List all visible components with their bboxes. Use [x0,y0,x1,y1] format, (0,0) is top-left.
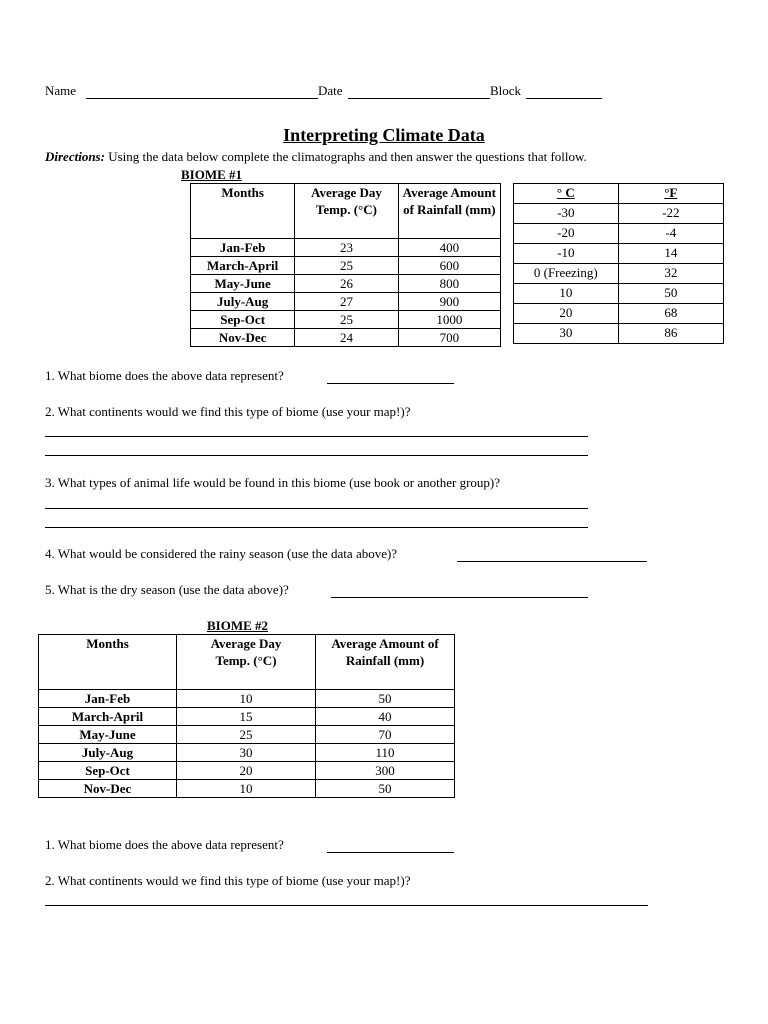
name-blank[interactable] [86,98,318,99]
table-header-row [514,184,724,204]
table-cell-month: Jan-Feb [39,690,177,708]
table-row [191,239,501,257]
b1-question-5: 5. What is the dry season (use the data above)? [45,582,289,597]
table-row [39,780,455,798]
table-cell-c: 0 (Freezing) [514,264,619,284]
table-cell-rain: 800 [398,275,500,293]
table-cell-month: Sep-Oct [39,762,177,780]
table-cell-month: July-Aug [39,744,177,762]
date-label: Date [318,83,343,98]
table-cell-c: 30 [514,324,619,344]
table-cell-temp: 25 [177,726,316,744]
table-row [191,275,501,293]
table-cell-month: July-Aug [191,293,295,311]
table-header-row [39,635,455,690]
table-cell-c: -20 [514,224,619,244]
table-cell-month: Nov-Dec [39,780,177,798]
table-cell-rain: 110 [316,744,455,762]
b1-answer-4[interactable] [457,561,647,562]
table-cell-temp: 15 [177,708,316,726]
col-months: Months [191,184,295,239]
col-fahrenheit: °F [618,184,723,204]
b1-answer-2a[interactable] [45,436,588,437]
directions-label: Directions: [45,149,105,164]
table-cell-f: -22 [618,204,723,224]
table-cell-f: 32 [618,264,723,284]
table-cell-rain: 40 [316,708,455,726]
table-cell-temp: 27 [295,293,398,311]
table-cell-month: March-April [191,257,295,275]
directions-text: Using the data below complete the climatographs and then answer the questions that follow. [104,149,587,164]
table-row [191,257,501,275]
b1-question-3: 3. What types of animal life would be found in this biome (use book or another group)? [45,475,501,490]
table-cell-temp: 23 [295,239,398,257]
table-cell-rain: 1000 [398,311,500,329]
b1-answer-5[interactable] [331,597,588,598]
table-row [39,726,455,744]
name-label: Name [45,83,77,98]
table-cell-month: Jan-Feb [191,239,295,257]
table-cell-rain: 70 [316,726,455,744]
table-cell-c: 20 [514,304,619,324]
b2-question-1: 1. What biome does the above data represent? [45,837,284,852]
table-row [39,744,455,762]
table-cell-temp: 26 [295,275,398,293]
table-row [514,324,724,344]
table-cell-rain: 900 [398,293,500,311]
table-cell-rain: 600 [398,257,500,275]
table-cell-temp: 30 [177,744,316,762]
table-row [514,244,724,264]
table-row [39,762,455,780]
table-row [39,690,455,708]
table-cell-f: 86 [618,324,723,344]
table-cell-temp: 20 [177,762,316,780]
b1-answer-3a[interactable] [45,508,588,509]
table-cell-c: -10 [514,244,619,264]
col-temp [177,635,316,690]
col-temp-label: Average Day Temp. (°C) [311,185,382,217]
col-temp [295,184,398,239]
table-cell-rain: 700 [398,329,500,347]
table-cell-month: May-June [39,726,177,744]
date-blank[interactable] [348,98,490,99]
table-cell-f: 68 [618,304,723,324]
col-months: Months [39,635,177,690]
table-row [514,224,724,244]
col-rain: Average Amount of Rainfall (mm) [398,184,500,239]
table-row [191,293,501,311]
table-cell-f: -4 [618,224,723,244]
biome2-table [38,634,455,798]
b1-answer-2b[interactable] [45,455,588,456]
table-cell-month: March-April [39,708,177,726]
col-rain: Average Amount of Rainfall (mm) [316,635,455,690]
b1-question-2: 2. What continents would we find this type of biome (use your map!)? [45,404,411,419]
biome1-heading: BIOME #1 [181,167,243,182]
b2-question-2: 2. What continents would we find this type of biome (use your map!)? [45,873,411,888]
table-row [191,311,501,329]
table-cell-c: -30 [514,204,619,224]
table-cell-temp: 10 [177,690,316,708]
table-header-row [191,184,501,239]
table-cell-f: 14 [618,244,723,264]
table-cell-rain: 400 [398,239,500,257]
b1-question-1: 1. What biome does the above data represent? [45,368,284,383]
table-cell-f: 50 [618,284,723,304]
table-cell-temp: 25 [295,311,398,329]
col-temp-label: Average Day Temp. (°C) [210,636,282,668]
table-row [191,329,501,347]
table-cell-month: Nov-Dec [191,329,295,347]
table-cell-rain: 300 [316,762,455,780]
biome2-heading: BIOME #2 [207,618,269,633]
b1-answer-1[interactable] [327,383,454,384]
table-cell-temp: 25 [295,257,398,275]
table-cell-temp: 10 [177,780,316,798]
table-cell-rain: 50 [316,690,455,708]
table-row [514,204,724,224]
page-title: Interpreting Climate Data [283,125,485,145]
block-label: Block [490,83,522,98]
b2-answer-1[interactable] [327,852,454,853]
biome1-table [190,183,501,347]
table-row [514,284,724,304]
table-cell-rain: 50 [316,780,455,798]
table-cell-c: 10 [514,284,619,304]
table-cell-month: Sep-Oct [191,311,295,329]
table-row [39,708,455,726]
directions [45,149,587,165]
block-blank[interactable] [526,98,602,99]
b1-question-4: 4. What would be considered the rainy season (use the data above)? [45,546,398,561]
table-cell-temp: 24 [295,329,398,347]
conversion-table [513,183,724,344]
table-row [514,264,724,284]
b1-answer-3b[interactable] [45,527,588,528]
col-celsius: ° C [514,184,619,204]
table-row [514,304,724,324]
b2-answer-2[interactable] [45,905,648,906]
table-cell-month: May-June [191,275,295,293]
